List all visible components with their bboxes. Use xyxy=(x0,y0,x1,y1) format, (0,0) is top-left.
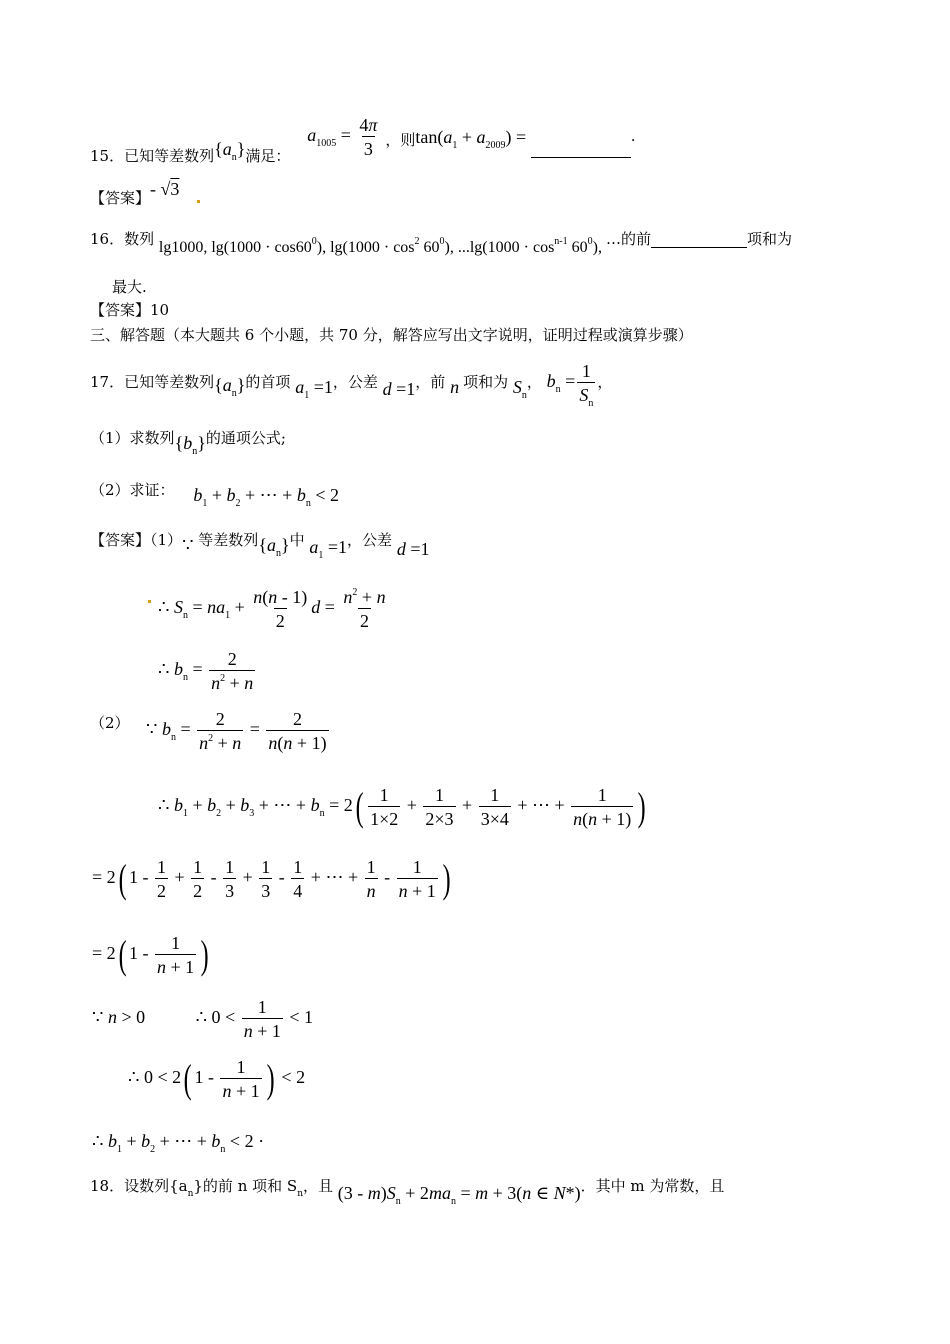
question-text: ，且 xyxy=(302,1177,333,1195)
math-expression: $(3 - m)S_n + 2ma_n = m + 3(n$ ∈ N*) xyxy=(337,1183,581,1207)
math-line: ∴ $S_n = na_1$ + $\frac{n(n - 1)}{2}$ d = $\frac{n^2 + n}{2}$ xyxy=(158,587,386,631)
question-17-part-1 xyxy=(90,428,286,457)
question-text: . xyxy=(630,127,636,146)
math-expression: $a_{1005}$ = $\frac{4\pi}{3}$ xyxy=(307,115,378,159)
because-symbol: ∵ xyxy=(182,535,194,555)
math-line: ∴ $b_1 + b_2$ + ⋯ + $b_n < 2$ · xyxy=(92,1131,265,1155)
question-number: 17． xyxy=(90,373,125,392)
answer-text: 中 xyxy=(289,531,305,549)
answer-label: 【答案】 xyxy=(90,531,151,549)
part-label: （1） xyxy=(90,429,130,447)
question-17: 17．已知等差数列$\{a_n\}$的首项 $a_1 =1$，公差 d =1，前 n 项和为 $S_n$， $b_n$ = $\frac{1}{S_n}$ ， xyxy=(90,361,613,409)
math-expression: d =1 xyxy=(396,539,430,559)
math-expression: - √3 xyxy=(150,179,180,199)
answer-value: 10 xyxy=(150,301,170,319)
math-line: ∵ n > 0 ∴ 0 < $\frac{1}{n + 1}$ < 1 xyxy=(92,997,314,1041)
question-15 xyxy=(90,115,636,166)
answer-blank[interactable] xyxy=(531,143,631,158)
question-text: 已知等差数列 xyxy=(124,147,215,166)
math-line: ∴ $b_n$ = $\frac{2}{n^2 + n}$ xyxy=(158,649,254,693)
question-text: }的前 n 项和 S xyxy=(193,1177,298,1195)
math-expression: $a_1 =1$ xyxy=(309,537,348,561)
question-text: 求证： xyxy=(129,481,175,499)
question-text: ，公差 xyxy=(332,373,378,392)
section-title: 三、解答题（本大题共 6 个小题，共 70 分，解答应写出文字说明，证明过程或演算步骤） xyxy=(90,326,693,344)
question-text: 设数列{a xyxy=(124,1177,188,1195)
question-18: 18．设数列$\{a_n\}$的前 n 项和 $S_n$，且 $(3 - m)S_n + 2ma_n = m + 3(n$ ∈ N*)．其中 m 为常数，且 xyxy=(90,1177,725,1207)
question-16-continuation: 最大. xyxy=(112,278,147,296)
answer-label: 【答案】 xyxy=(90,189,151,207)
math-expression: d xyxy=(382,379,392,400)
question-17-part-2 xyxy=(90,480,339,509)
math-expression: $b_n$ = $\frac{1}{S_n}$ xyxy=(546,361,594,409)
answer-text: 等差数列 xyxy=(198,531,259,549)
marker-dot xyxy=(148,600,151,603)
question-text: 数列 xyxy=(124,230,155,248)
question-text: …的前 xyxy=(605,230,651,248)
answer-blank[interactable] xyxy=(651,235,747,248)
question-number: 18． xyxy=(90,1177,125,1195)
question-text: ．其中 m 为常数，且 xyxy=(580,1177,725,1195)
answer-text: ，公差 xyxy=(347,531,393,549)
question-text: 满足： xyxy=(245,147,291,166)
question-text: 已知等差数列 xyxy=(124,373,215,392)
math-line: ∵ $b_n$ = $\frac{2}{n^2 + n}$ = $\frac{2}{n(n + 1)}$ xyxy=(146,709,327,753)
question-16 xyxy=(90,230,792,256)
math-line: = 2( 1 - $\frac{1}{2}$ + $\frac{1}{2}$ - $\frac{1}{3}$ + $\frac{1}{3}$ - $\frac{1}{4}$ + ⋯ + $\frac{1}{n}$ - $\frac{1}{n + 1}$ ) xyxy=(92,856,451,901)
math-expression: $\{a_n\}$ xyxy=(258,535,290,559)
math-expression: $\{a_n\}$ xyxy=(214,375,246,400)
question-number: 16． xyxy=(90,230,125,248)
question-text: ，前 xyxy=(415,373,446,392)
math-expression: $\tan(a_1 + a_{2009})$ = xyxy=(415,127,531,152)
marker-dot xyxy=(197,200,200,203)
math-expression: lg1000, $\lg(1000 \cdot \cos 60^0)$, $\lg(1000 \cdot \cos^2 60^0)$, $...\lg(1000 \cdot \cos^{n-1} 60^0)$, xyxy=(158,236,606,256)
math-expression: $\{a_n\}$ xyxy=(214,139,246,164)
question-number: 15． xyxy=(90,147,125,166)
question-text: 的首项 xyxy=(245,373,291,392)
answer-17 xyxy=(90,530,430,561)
question-text: 的通项公式; xyxy=(205,429,286,447)
math-expression: $\{b_n\}$ xyxy=(174,433,206,457)
math-expression: n xyxy=(450,377,460,398)
question-text: 求数列 xyxy=(129,429,175,447)
question-text: 项和为 xyxy=(746,230,792,248)
question-text: 项和为 xyxy=(463,373,509,392)
math-line: ∴ 0 < 2( 1 - $\frac{1}{n + 1}$ ) < 2 xyxy=(128,1056,306,1101)
math-line: = 2( 1 - $\frac{1}{n + 1}$ ) xyxy=(92,932,209,977)
answer-label: 【答案】 xyxy=(90,301,151,319)
math-line: ∴ $b_1 + b_2 + b_3$ + ⋯ + $b_n = 2$( $\frac{1}{1\times 2}$ + $\frac{1}{2\times 3}$ + $\frac{1}{3\times 4}$ + ⋯ + $\frac{1}{n(n + 1)}$ ) xyxy=(158,784,646,829)
answer-16 xyxy=(90,303,169,318)
part-label: （2） xyxy=(90,481,130,499)
answer-15 xyxy=(90,179,180,207)
part-label: （2） xyxy=(90,714,130,732)
question-text: ，则 xyxy=(385,131,416,150)
math-expression: $S_n$ xyxy=(512,377,527,402)
part-label: （1） xyxy=(150,531,183,549)
math-expression: $b_1 + b_2$ + ⋯ + $b_n < 2$ xyxy=(193,485,339,509)
math-expression: $a_1 =1$ xyxy=(295,377,333,402)
